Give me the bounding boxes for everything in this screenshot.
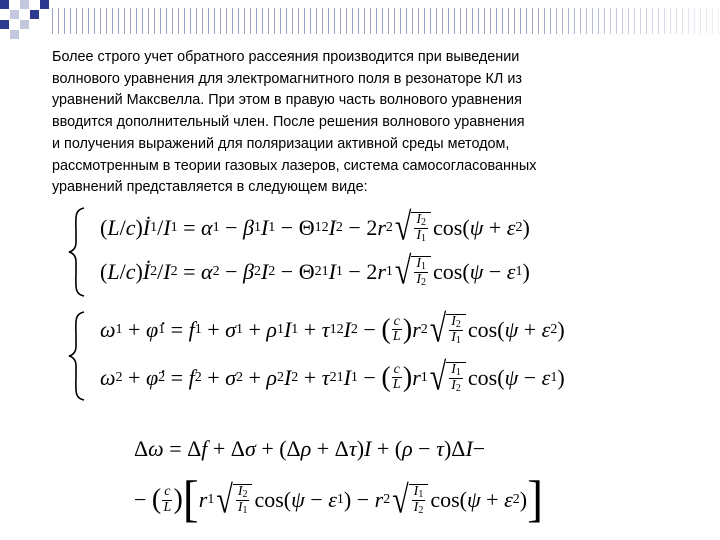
- deco-square: [0, 0, 9, 9]
- left-brace-system-1: [66, 206, 88, 298]
- left-brace-system-2: [66, 310, 88, 402]
- deco-square: [20, 20, 29, 29]
- deco-square: [10, 10, 19, 19]
- body-paragraph: [52, 47, 702, 199]
- paragraph-line: вводится дополнительный член. После решения волнового уравнения: [52, 114, 525, 131]
- equation-amplitude-1: ( L / c ) İ 1 / I 1 = α 1 − β 1 I 1 − Θ 12 I 2 − 2 r 2 √ $\frac{I_2}{I_1}$ cos( ψ + ε 2 ): [100, 206, 530, 250]
- deco-square: [20, 0, 29, 9]
- equation-frequency-1: ω 1 + φ̇ 1 = f 1 + σ 1 + ρ 1 I 1 + τ 12 I 2 − ( $\frac{c}{L}$ ) r 2 √ $\frac{I_2}{I_1}$ cos( ψ + ε 2 ): [100, 308, 565, 352]
- equation-delta-omega-line-2: − ( $\frac{c}{L}$ ) [ r 1 √ $\frac{I_2}{I_1}$ cos( ψ − ε 1 ) − r 2 √ $\frac{I_1}{I_2}$ cos( ψ + ε 2 ) ]: [134, 471, 544, 528]
- paragraph-line: волнового уравнения для электромагнитного поля в резонаторе КЛ из: [52, 70, 522, 87]
- deco-square: [40, 0, 49, 9]
- equation-amplitude-2: ( L / c ) İ 2 / I 2 = α 2 − β 2 I 2 − Θ 21 I 1 − 2 r 1 √ $\frac{I_1}{I_2}$ cos( ψ − ε 1 ): [100, 250, 530, 294]
- paragraph-line: Более строго учет обратного рассеяния производится при выведении: [52, 49, 520, 65]
- deco-square: [10, 30, 19, 39]
- deco-square: [30, 10, 39, 19]
- header-stripe-bar: [52, 8, 720, 34]
- equation-frequency-2: ω 2 + φ̇ 2 = f 2 + σ 2 + ρ 2 I 2 + τ 21 I 1 − ( $\frac{c}{L}$ ) r 1 √ $\frac{I_1}{I_2}$ cos( ψ − ε 1 ): [100, 356, 565, 400]
- paragraph-line: уравнений представляется в следующем виде:: [52, 179, 368, 196]
- equation-delta-omega-line-1: Δ ω = Δ f + Δ σ + (Δ ρ + Δ τ ) I + ( ρ − τ )Δ I −: [134, 436, 486, 461]
- paragraph-line: рассмотренным в теории газовых лазеров, система самосогласованных: [52, 157, 537, 174]
- deco-square: [0, 20, 9, 29]
- paragraph-line: и получения выражений для поляризации активной среды методом,: [52, 135, 510, 152]
- paragraph-line: уравнений Максвелла. При этом в правую часть волнового уравнения: [52, 92, 522, 109]
